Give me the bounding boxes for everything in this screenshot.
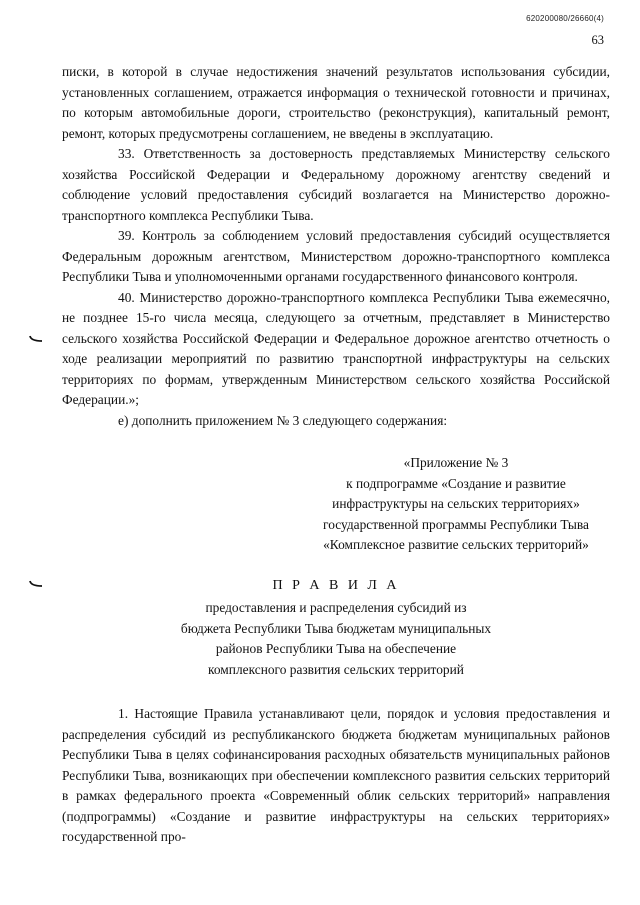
margin-mark xyxy=(29,580,43,588)
body-paragraph: 39. Контроль за соблюдением условий предоставления субсидий осуществляется Федеральным дорожным агентством, Министерством дорожно-транспортного комплекса Республики Тыва и уполномоченными органами государственного финансового контроля. xyxy=(62,228,610,284)
appendix-line: к подпрограмме «Создание и развитие xyxy=(346,475,566,491)
appendix-line: инфраструктуры на сельских территориях» xyxy=(332,496,580,511)
rules-title-line: районов Республики Тыва на обеспечение xyxy=(215,641,457,656)
appendix-line: государственной программы Республики Тыва xyxy=(323,516,589,532)
rules-title-line: комплексного развития сельских территорий xyxy=(208,661,464,677)
margin-mark xyxy=(29,335,43,343)
appendix-heading xyxy=(306,453,606,556)
body-paragraph: е) дополнить приложением № 3 следующего содержания: xyxy=(118,412,448,428)
rules-title xyxy=(62,576,610,681)
rules-title-line: бюджета Республики Тыва бюджетам муниципальных xyxy=(180,620,492,636)
rules-heading: П Р А В И Л А xyxy=(272,577,400,593)
appendix-line: «Комплексное развитие сельских территорий» xyxy=(323,537,589,552)
appendix-line: «Приложение № 3 xyxy=(403,455,509,470)
body-paragraph: 33. Ответственность за достоверность представляемых Министерству сельского хозяйства Российской Федерации и Федеральному дорожному агентству сведений и соблюдение условий предоставления субсидий возлагается на Министерство дорожно-транспортного комплекса Республики Тыва. xyxy=(62,146,610,223)
rules-title-line: предоставления и распределения субсидий из xyxy=(205,600,467,615)
document-body xyxy=(62,62,610,848)
document-code: 620200080/26660(4) xyxy=(526,14,604,23)
page-number: 63 xyxy=(591,33,604,47)
body-paragraph: писки, в которой в случае недостижения значений результатов использования субсидии, установленных соглашением, отражается информация о технической готовности и причинах, по которым автомобильные дороги, строительство (реконструкция), капитальный ремонт, ремонт, которых предусмотрены соглашением, не введены в эксплуатацию. xyxy=(62,64,610,141)
body-paragraph: 40. Министерство дорожно-транспортного комплекса Республики Тыва ежемесячно, не позднее 15-го числа месяца, следующего за отчетным, представляет в Министерство сельского хозяйства Российской Федерации и Федеральное дорожное агентство отчетность о ходе реализации мероприятий по развитию транспортной инфраструктуры на сельских территориях по формам, утвержденным Министерством сельского хозяйства Российской Федерации.»; xyxy=(62,289,610,407)
rules-paragraph: 1. Настоящие Правила устанавливают цели, порядок и условия предоставления и распределения субсидий из республиканского бюджета бюджетам муниципальных районов Республики Тыва в целях софинансирования расходных обязательств муниципальных районов Республики Тыва, возникающих при обеспечении комплексного развития сельских территорий в рамках федерального проекта «Современный облик сельских территорий» направления (подпрограммы) «Создание и развитие инфраструктуры на сельских территориях» государственной про- xyxy=(62,706,610,844)
